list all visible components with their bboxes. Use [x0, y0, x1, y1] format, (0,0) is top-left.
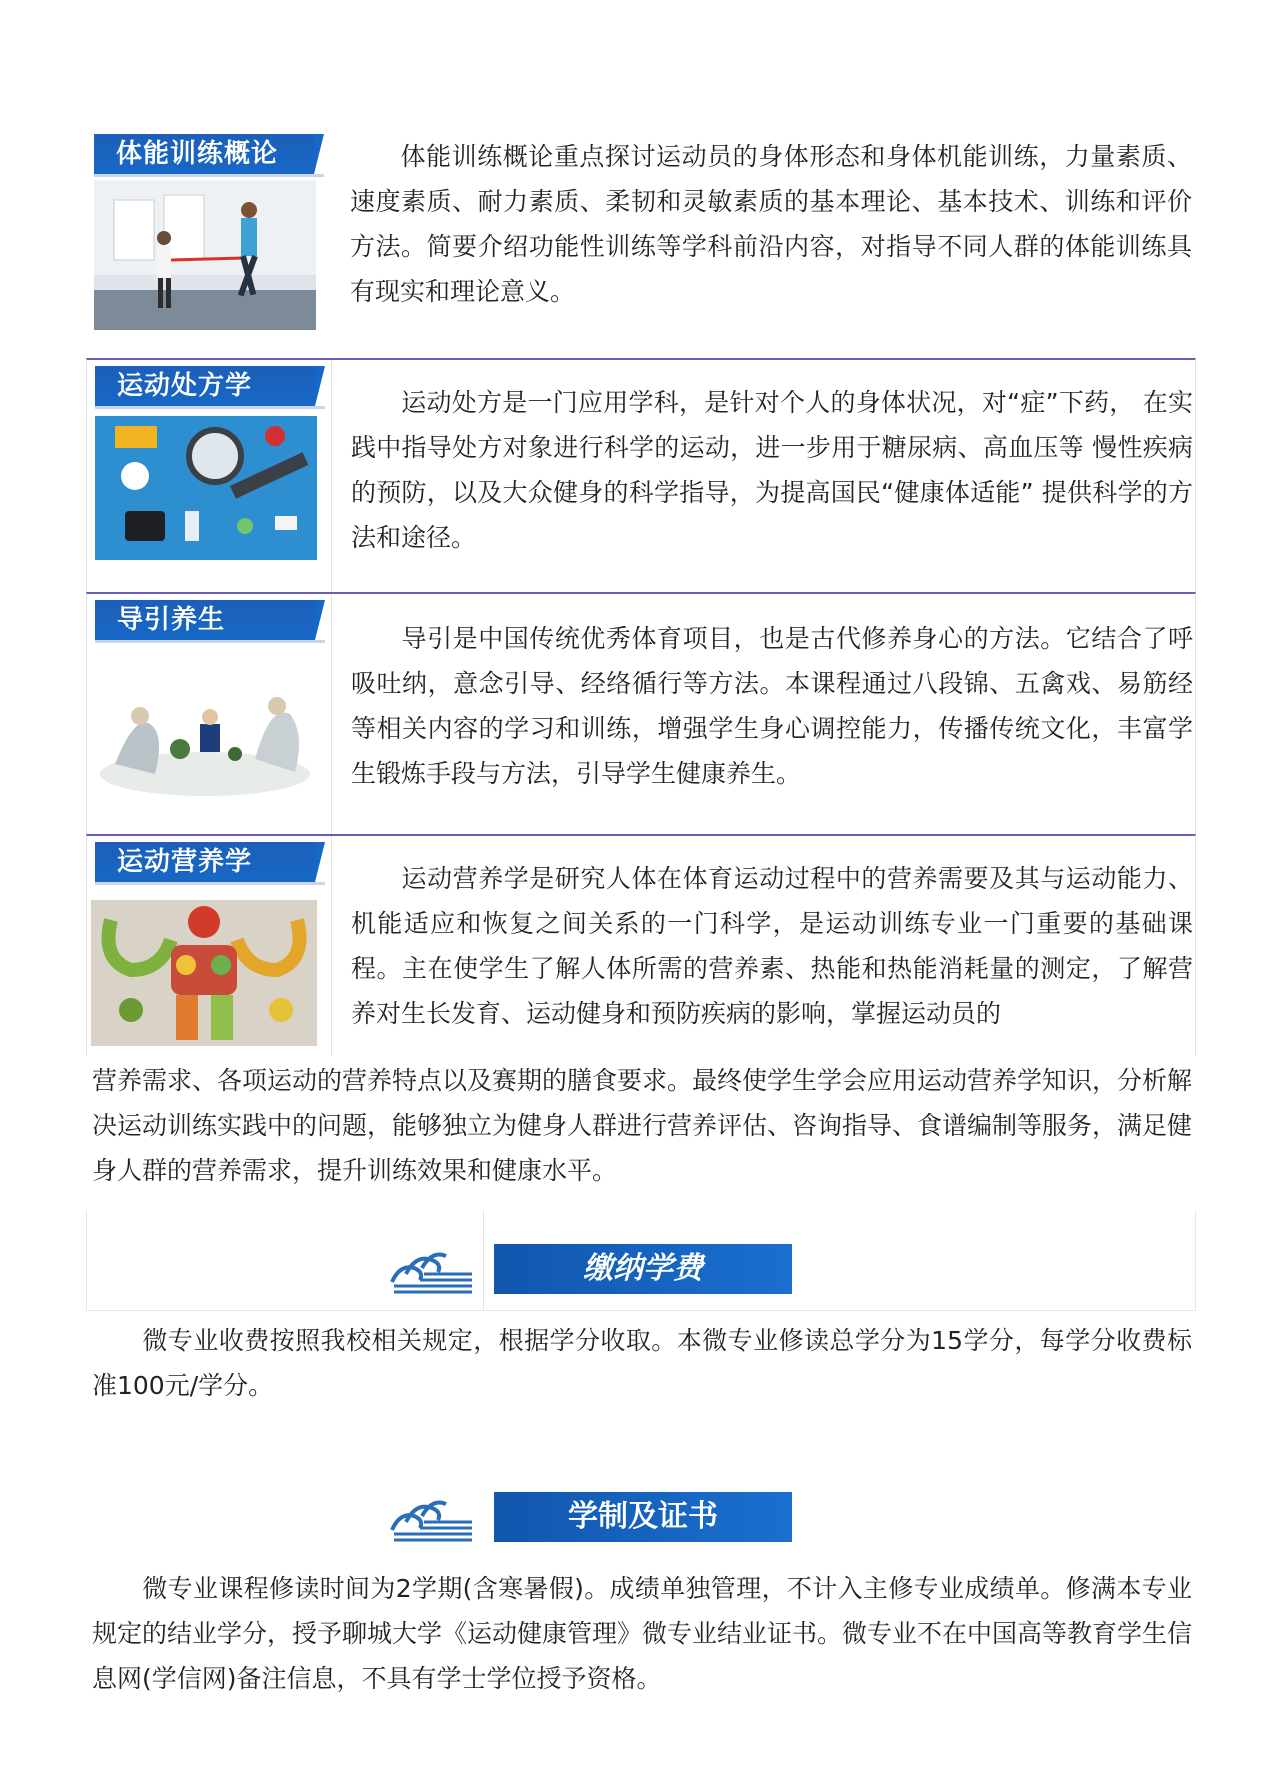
course-title-tag: 体能训练概论	[94, 134, 314, 174]
course-title-tag: 导引养生	[95, 600, 315, 640]
tag-underline	[94, 174, 324, 177]
course-sports-nutrition	[86, 834, 1196, 1056]
course-description: 导引是中国传统优秀体育项目，也是古代修养身心的方法。它结合了呼吸吐纳，意念引导、经络循行等方法。本课程通过八段锦、五禽戏、易筋经等相关内容的学习和训练，增强学生身心调控能力，传播传统文化，丰富学生锻炼手段与方法，引导学生健康养生。	[351, 624, 1193, 788]
course-physical-training	[86, 128, 1194, 354]
course-description-continued: 营养需求、各项运动的营养特点以及赛期的膳食要求。最终使学生学会应用运动营养学知识，分析解决运动训练实践中的问题，能够独立为健身人群进行营养评估、咨询指导、食谱编制等服务，满足健身人群的营养需求，提升训练效果和健康水平。	[92, 1066, 1193, 1185]
course-left-column	[87, 836, 332, 1056]
course-title-tag: 运动处方学	[95, 366, 315, 406]
daoyin-painting	[95, 654, 317, 804]
tag-underline	[95, 640, 325, 643]
course-exercise-prescription	[86, 358, 1196, 592]
course-left-column	[86, 128, 330, 354]
divider	[483, 1210, 484, 1310]
fee-text: 微专业收费按照我校相关规定，根据学分收取。本微专业修读总学分为15学分，每学分收费标准100元/学分。	[92, 1326, 1192, 1400]
duration-text: 微专业课程修读时间为2学期(含寒暑假)。成绩单独管理，不计入主修专业成绩单。修满本专业规定的结业学分，授予聊城大学《运动健康管理》微专业结业证书。微专业不在中国高等教育学生信息网(学信网)备注信息，不具有学士学位授予资格。	[92, 1574, 1193, 1693]
course-description: 运动营养学是研究人体在体育运动过程中的营养需要及其与运动能力、机能适应和恢复之间关系的一门科学，是运动训练专业一门重要的基础课程。主在使学生了解人体所需的营养素、热能和热能消耗量的测定，了解营养对生长发育、运动健身和预防疾病的影响，掌握运动员的	[351, 864, 1193, 1028]
wave-icon	[384, 1244, 474, 1294]
fee-heading: 缴纳学费	[494, 1244, 792, 1294]
physical-training-photo	[94, 180, 316, 330]
duration-heading: 学制及证书	[494, 1492, 792, 1542]
tag-underline	[95, 882, 325, 885]
exercise-prescription-illustration	[95, 416, 317, 560]
course-description: 体能训练概论重点探讨运动员的身体形态和身体机能训练，力量素质、速度素质、耐力素质、柔韧和灵敏素质的基本理论、基本技术、训练和评价方法。简要介绍功能性训练等学科前沿内容，对指导不同人群的体能训练具有现实和理论意义。	[350, 142, 1192, 306]
course-left-column	[87, 360, 332, 592]
course-left-column	[87, 594, 332, 834]
food-muscle-figure	[91, 900, 317, 1046]
course-daoyin	[86, 592, 1196, 834]
course-description: 运动处方是一门应用学科，是针对个人的身体状况，对“症”下药， 在实践中指导处方对象进行科学的运动，进一步用于糖尿病、高血压等 慢性疾病的预防，以及大众健身的科学指导，为提高国民“健康体适能” 提供科学的方法和途径。	[351, 388, 1193, 552]
tag-underline	[95, 406, 325, 409]
course-title-tag: 运动营养学	[95, 842, 315, 882]
wave-icon	[384, 1492, 474, 1542]
